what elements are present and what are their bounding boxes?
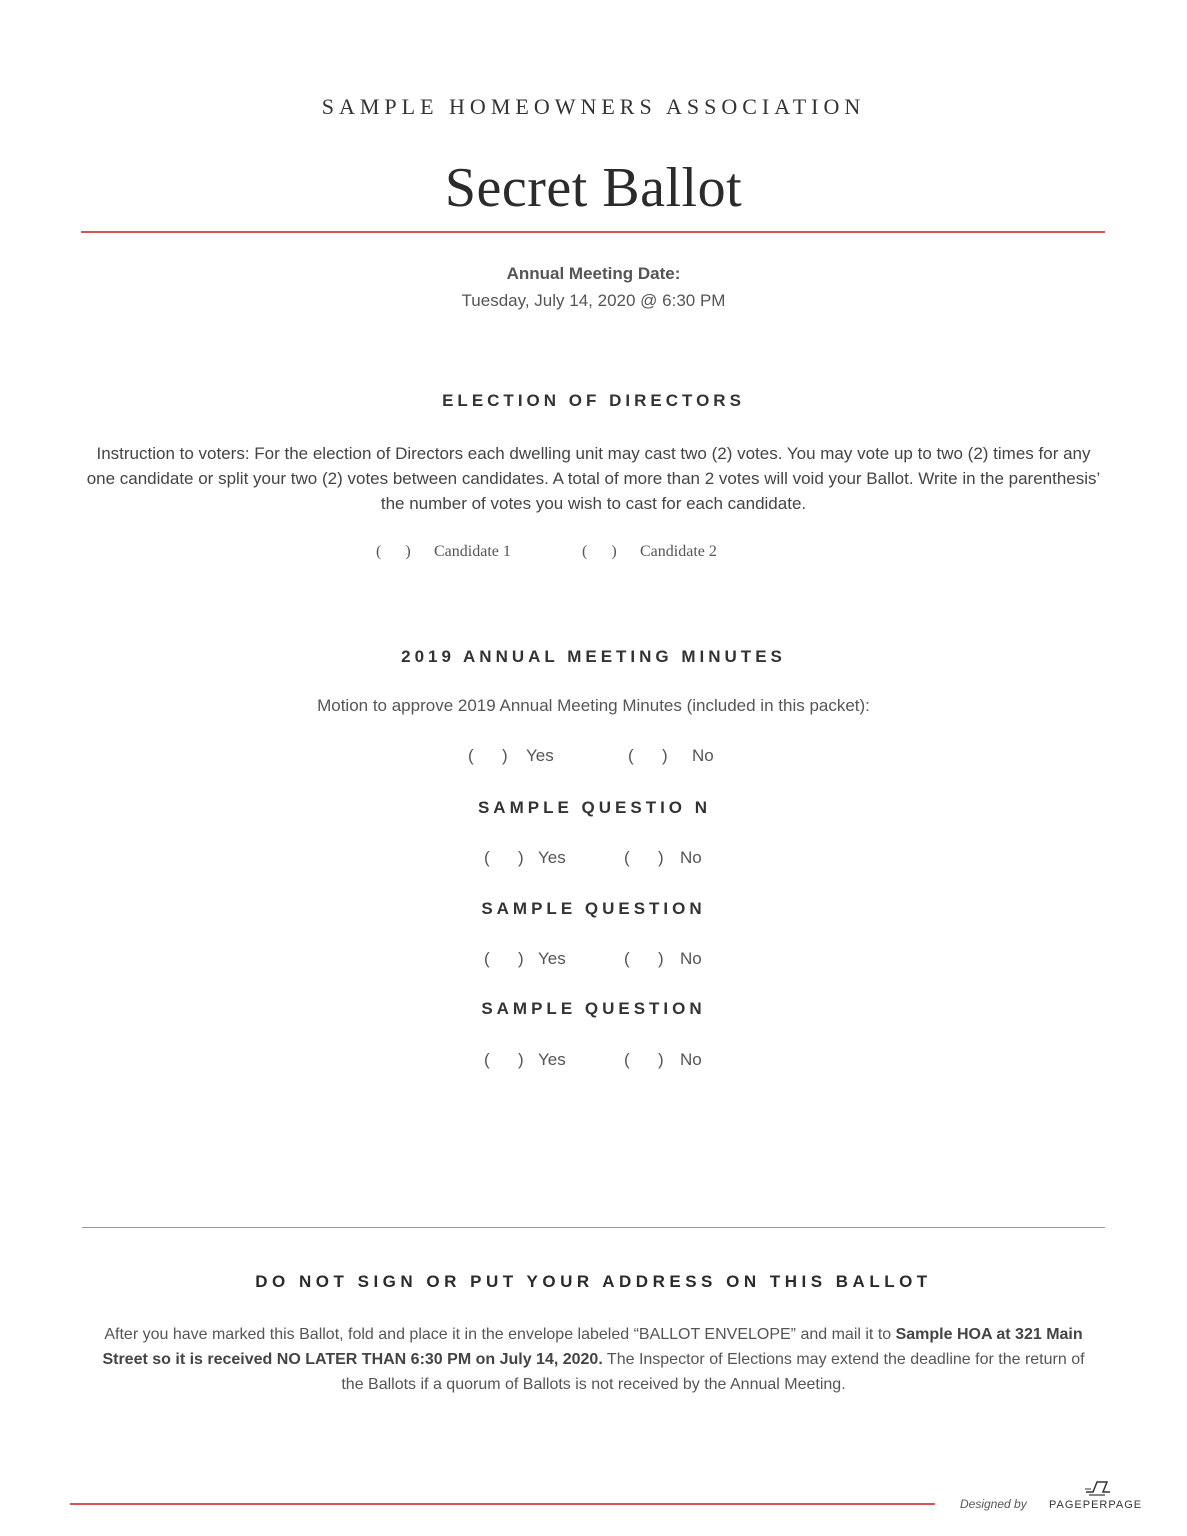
- footer-heading: DO NOT SIGN OR PUT YOUR ADDRESS ON THIS BALLOT: [255, 1272, 932, 1291]
- brand-name: PAGEPERPAGE: [1049, 1499, 1143, 1511]
- meeting-date-value: Tuesday, July 14, 2020 @ 6:30 PM: [461, 291, 726, 310]
- header-divider: [81, 231, 1105, 233]
- no-label: No: [680, 949, 702, 968]
- candidate-label: Candidate 1: [434, 543, 511, 560]
- footer-instructions: [90, 1322, 1097, 1397]
- vote-box[interactable]: ( ): [376, 543, 411, 560]
- vote-box[interactable]: ( ): [624, 848, 664, 867]
- vote-box[interactable]: ( ): [624, 1050, 664, 1069]
- yes-label: Yes: [538, 848, 566, 867]
- question-heading: SAMPLE QUESTIO N: [477, 798, 712, 817]
- minutes-vote-row: [468, 746, 714, 766]
- footer-text-part: The Inspector of Elections may extend the deadline for the return of the Ballots if a quorum of Ballots is not received by the Annual Meeting.: [341, 1351, 1085, 1393]
- question-heading: SAMPLE QUESTION: [481, 999, 706, 1018]
- yes-label: Yes: [538, 1050, 566, 1069]
- candidate-label: Candidate 2: [640, 543, 717, 560]
- vote-box[interactable]: ( ): [484, 848, 524, 867]
- question-heading: SAMPLE QUESTION: [481, 899, 706, 918]
- footer-text-bold: Sample HOA at 321 Main Street so it is received NO LATER THAN 6:30 PM on July 14, 2020.: [102, 1326, 1083, 1368]
- designed-by-label: Designed by: [960, 1497, 1027, 1511]
- question-vote-row: [484, 1050, 702, 1070]
- vote-box[interactable]: ( ): [484, 1050, 524, 1069]
- vote-box[interactable]: ( ): [468, 746, 508, 765]
- candidate-vote-row: [376, 543, 717, 561]
- vote-box[interactable]: ( ): [484, 949, 524, 968]
- organization-name: SAMPLE HOMEOWNERS ASSOCIATION: [321, 94, 866, 119]
- page-title: Secret Ballot: [444, 157, 743, 219]
- no-label: No: [680, 848, 702, 867]
- bottom-divider: [70, 1503, 935, 1505]
- question-vote-row: [484, 848, 702, 868]
- vote-box[interactable]: ( ): [582, 543, 617, 560]
- footer-text-part: After you have marked this Ballot, fold and place it in the envelope labeled “BALLOT ENVELOPE” and mail it to: [104, 1326, 896, 1343]
- no-label: No: [680, 1050, 702, 1069]
- election-instructions: Instruction to voters: For the election of Directors each dwelling unit may cast two (2) votes. You may vote up to two (2) times for any one candidate or split your two (2) votes between candidates. A total of more than 2 votes will void your Ballot. Write in the parenthesis’ the number of votes you wish to cast for each candidate.: [86, 444, 1101, 513]
- vote-box[interactable]: ( ): [628, 746, 668, 765]
- question-vote-row: [484, 949, 702, 969]
- footer-divider: [82, 1227, 1105, 1228]
- yes-label: Yes: [538, 949, 566, 968]
- no-label: No: [692, 746, 714, 765]
- election-heading: ELECTION OF DIRECTORS: [442, 391, 745, 410]
- vote-box[interactable]: ( ): [624, 949, 664, 968]
- meeting-date-label: Annual Meeting Date:: [506, 264, 681, 283]
- yes-label: Yes: [526, 746, 554, 765]
- minutes-motion: Motion to approve 2019 Annual Meeting Minutes (included in this packet):: [317, 696, 870, 715]
- minutes-heading: 2019 ANNUAL MEETING MINUTES: [401, 647, 786, 666]
